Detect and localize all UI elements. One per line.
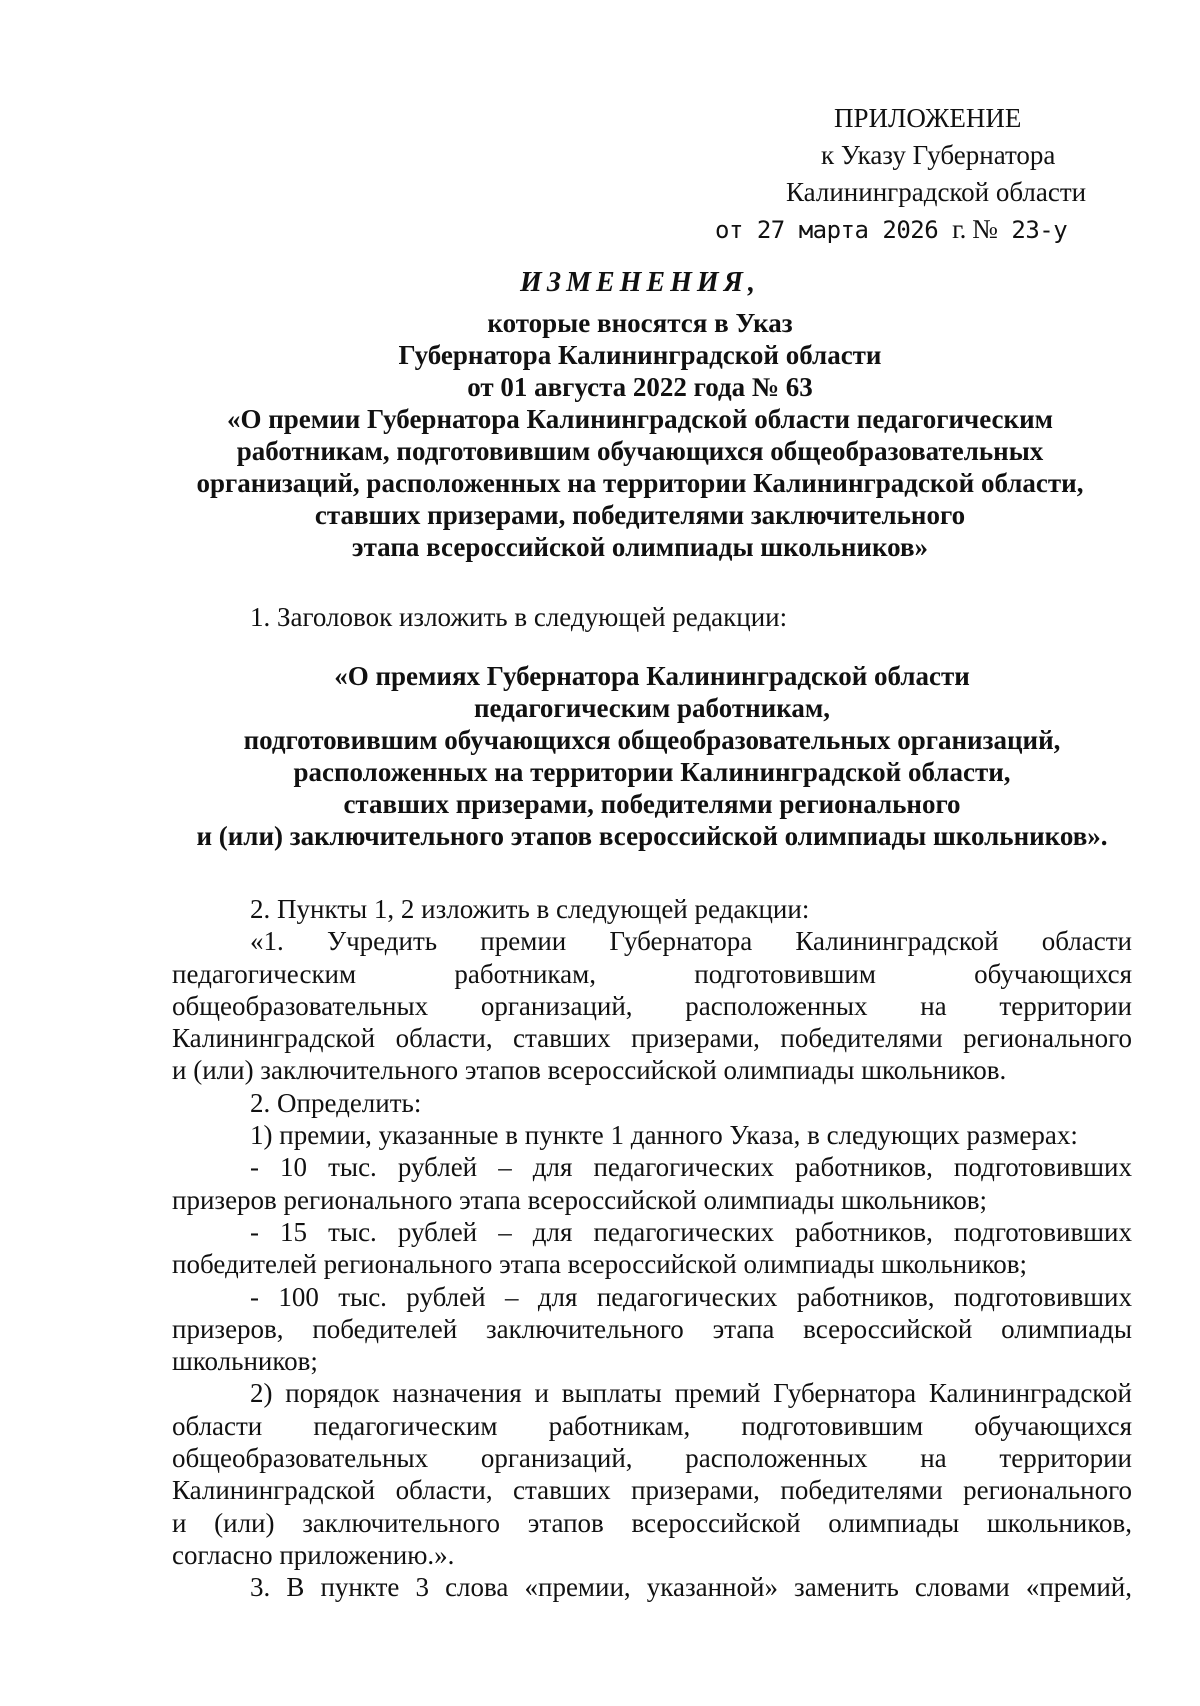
body-line: 2. Определить: (250, 1087, 422, 1118)
body-line: школьников; (172, 1346, 318, 1377)
title-line: организаций, расположенных на территории Калининградской области, (196, 468, 1084, 498)
title-line: работникам, подготовившим обучающихся общеобразовательных (236, 436, 1044, 466)
new-title-line: расположенных на территории Калининградской области, (293, 757, 1011, 787)
body-line: 2) порядок назначения и выплаты премий Губернатора Калининградской (250, 1378, 1132, 1409)
title-line: «О премии Губернатора Калининградской области педагогическим (226, 404, 1054, 434)
new-title-line: и (или) заключительного этапов всероссийской олимпиады школьников». (196, 821, 1108, 851)
body-line: общеобразовательных организаций, расположенных на территории (172, 1443, 1132, 1474)
body-text (172, 893, 1132, 1604)
body-line: Калининградской области, ставших призерами, победителями регионального (172, 1023, 1132, 1054)
new-title-quote (172, 660, 1132, 852)
appendix-number-label: г. № (952, 214, 998, 244)
body-line: призеров регионального этапа всероссийской олимпиады школьников; (172, 1184, 988, 1215)
body-line: согласно приложению.». (172, 1539, 455, 1570)
body-line: общеобразовательных организаций, расположенных на территории (172, 990, 1132, 1021)
paragraph-1-text: 1. Заголовок изложить в следующей редакции: (250, 602, 788, 632)
appendix-date-prefix: от (715, 216, 743, 244)
body-line: - 10 тыс. рублей – для педагогических работников, подготовивших (250, 1152, 1132, 1183)
body-line: области педагогическим работникам, подготовившим обучающихся (172, 1410, 1132, 1441)
body-line: 3. В пункте 3 слова «премии, указанной» заменить словами «премий, (250, 1572, 1132, 1603)
document-title (140, 267, 1140, 563)
body-line: педагогическим работникам, подготовившим обучающихся (172, 958, 1132, 989)
body-line: и (или) заключительного этапов всероссийской олимпиады школьников, (172, 1507, 1132, 1538)
body-line: призеров, победителей заключительного этапа всероссийской олимпиады (172, 1313, 1132, 1344)
body-line: - 100 тыс. рублей – для педагогических работников, подготовивших (250, 1281, 1132, 1312)
title-line: Губернатора Калининградской области (398, 340, 882, 370)
new-title-line: педагогическим работникам, (474, 693, 830, 723)
body-line: победителей регионального этапа всероссийской олимпиады школьников; (172, 1249, 1028, 1280)
appendix-region: Калининградской области (786, 177, 1087, 207)
new-title-line: «О премиях Губернатора Калининградской области (334, 661, 970, 691)
appendix-date-line (700, 211, 1120, 249)
appendix-label: ПРИЛОЖЕНИЕ (834, 103, 1022, 133)
title-line: которые вносятся в Указ (487, 308, 793, 338)
body-line: - 15 тыс. рублей – для педагогических работников, подготовивших (250, 1216, 1132, 1247)
appendix-decree-ref: к Указу Губернатора (821, 140, 1056, 170)
body-line: 2. Пункты 1, 2 изложить в следующей редакции: (250, 894, 810, 924)
title-line: ставших призерами, победителями заключительного (314, 500, 966, 530)
body-line: и (или) заключительного этапов всероссийской олимпиады школьников. (172, 1055, 1007, 1086)
body-line: Калининградской области, ставших призерами, победителями регионального (172, 1475, 1132, 1506)
new-title-line: ставших призерами, победителями регионального (343, 789, 961, 819)
appendix-number: 23-у (1011, 216, 1068, 244)
new-title-line: подготовившим обучающихся общеобразовательных организаций, (243, 725, 1061, 755)
paragraph-1 (172, 601, 1132, 633)
appendix-date: 27 марта 2026 (756, 216, 939, 244)
body-line: 1) премии, указанные в пункте 1 данного Указа, в следующих размерах: (250, 1120, 1078, 1151)
title-main: ИЗМЕНЕНИЯ, (520, 267, 760, 298)
title-line: этапа всероссийской олимпиады школьников» (351, 532, 929, 562)
title-line: от 01 августа 2022 года № 63 (467, 372, 813, 402)
body-line: «1. Учредить премии Губернатора Калининградской области (250, 926, 1132, 957)
appendix-header (700, 100, 1120, 249)
